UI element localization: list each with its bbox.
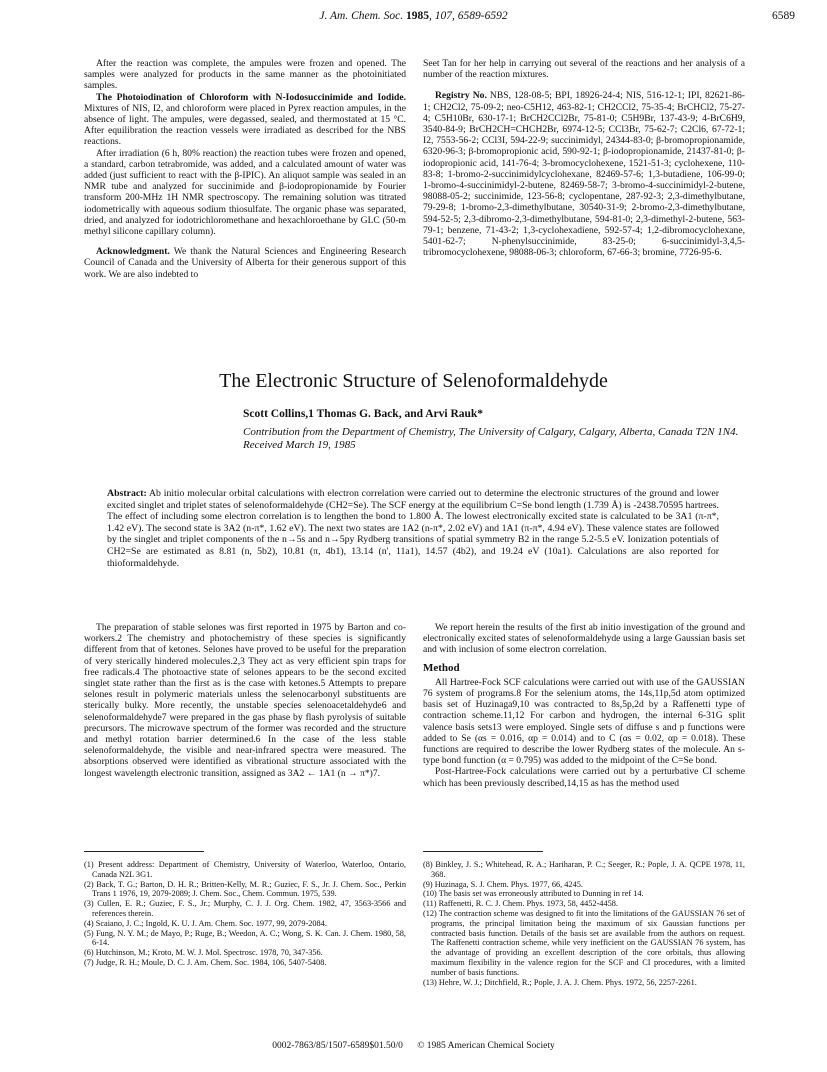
footnote: (10) The basis set was erroneously attributed to Dunning in ref 14. — [423, 889, 644, 899]
paragraph: The Photoiodination of Chloroform with N-Iodosuccinimide and Iodide. Mixtures of NIS, I2, and chloroform were placed in Pyrex reaction ampules, in the absence of light. The ampules, were degassed, sealed, and thermostated at 15 °C. After equilibration the reaction vessels were irradiated as described for the NBS reactions. — [84, 91, 406, 148]
acknowledgment: Acknowledgment. We thank the Natural Sciences and Engineering Research Council of Canada and the University of Alberta for their generous support of this work. We are also indebted to — [84, 246, 406, 280]
copyright: © 1985 American Chemical Society — [417, 1041, 555, 1051]
price-code: 0002-7863/85/1507-6589$01.50/0 — [272, 1041, 403, 1051]
footnote-rule-right — [423, 851, 543, 852]
body-left-column — [84, 622, 406, 779]
paragraph: After the reaction was complete, the ampules were frozen and opened. The samples were analyzed for products in the same manner as the photoinitiated samples. — [84, 58, 406, 92]
intro-paragraph: The preparation of stable selones was first reported in 1975 by Barton and co-workers.2 The chemistry and photochemistry of these species is significantly different from that of ketones. Selones have proved to be useful for the preparation of very sterically hindered molecules.2,3 They act as very efficient spin traps for free radicals.4 The photoactive state of selones appears to be the second excited singlet state rather than the first as is the case with ketones.5 Attempts to prepare selones result in polymeric materials unless the selenocarbonyl substituents are sterically bulky. More recently, the unstable species selenoacetaldehyde6 and selenoformaldehyde7 were prepared in the gas phase by flash pyrolysis of suitable precursors. The microwave spectrum of the former was recorded and the structure and methyl rotation barrier determined.6 In the case of the less stable selenoformaldehyde, the visible and near-infrared spectra were measured. The absorptions observed were identified as vibrational structure associated with the longest wavelength electronic transition, assigned as 3A2 ← 1A1 (n → π*)7. — [84, 622, 406, 779]
footnote: (1) Present address: Department of Chemistry, University of Waterloo, Waterloo, Ontario, Canada N2L 3G1. — [84, 860, 406, 879]
footnote: (11) Raffenetti, R. C. J. Chem. Phys. 1973, 58, 4452-4458. — [423, 899, 618, 909]
footnotes-left — [84, 860, 406, 968]
footnote-rule-left — [84, 851, 204, 852]
article-title: The Electronic Structure of Selenoformaldehyde — [219, 370, 608, 392]
journal-citation: J. Am. Chem. Soc. 1985, 107, 6589-6592 — [319, 10, 508, 22]
affiliation: Contribution from the Department of Chemistry, The University of Calgary, Calgary, Alberta, Canada T2N 1N4. Received March 19, 1985 — [243, 426, 739, 451]
body-right-column — [423, 622, 745, 789]
intro-paragraph: We report herein the results of the first ab initio investigation of the ground and electronically excited states of selenoformaldehyde using a large Gaussian basis set and with inclusion of some electron correlation. — [423, 622, 745, 656]
footnote: (9) Huzinaga, S. J. Chem. Phys. 1977, 66, 4245. — [423, 879, 583, 889]
previous-article-right-column — [423, 58, 745, 258]
page-number: 6589 — [772, 10, 795, 22]
footnote: (2) Back, T. G.; Barton, D. H. R.; Britten-Kelly, M. R.; Guziec, F. S., Jr. J. Chem. Soc., Perkin Trans 1 1976, 19, 2079-2089; J. Chem. Soc., Chem. Commun. 1975, 539. — [84, 879, 406, 899]
footnote: (7) Judge, R. H.; Moule, D. C. J. Am. Chem. Soc. 1984, 106, 5407-5408. — [84, 957, 327, 967]
method-paragraph: All Hartree-Fock SCF calculations were carried out with use of the GAUSSIAN 76 system of programs.8 For the selenium atoms, the 14s,11p,5d atom optimized basis set of Huzinaga9,10 was contracted to 8s,5p,2d by a Raffenetti type of contraction scheme.11,12 For carbon and hydrogen, the internal 6-31G split valence basis sets13 were employed. Single sets of diffuse s and p functions were added to Se (αs = 0.016, αp = 0.014) and to C (αs = 0.02, αp = 0.018). These functions are required to describe the lower Rydberg states of the molecule. An s-type bond function (α = 0.795) was added to the midpoint of the C=Se bond. — [423, 676, 745, 767]
footnote: (8) Binkley, J. S.; Whitehead, R. A.; Hariharan, P. C.; Seeger, R.; Pople, J. A. QCPE 1978, 11, 368. — [423, 860, 745, 879]
footnotes-right — [423, 860, 745, 987]
section-heading-method: Method — [423, 661, 460, 674]
footnote: (5) Fung, N. Y. M.; de Mayo, P.; Ruge, B.; Weedon, A. C.; Wong, S. K. Can. J. Chem. 1980, 58, 6-14. — [84, 928, 406, 948]
method-paragraph: Post-Hartree-Fock calculations were carried out by a perturbative CI scheme which has been previously described,14,15 as has the method used — [423, 766, 745, 789]
authors: Scott Collins,1 Thomas G. Back, and Arvi Rauk* — [243, 408, 484, 420]
paragraph: After irradiation (6 h, 80% reaction) the reaction tubes were frozen and opened, a standard, carbon tetrabromide, was added, and a calculated amount of water was added (just sufficient to react with the β-IPIC). An aliquot sample was sealed in an NMR tube and analyzed for succinimide and β-iodopropionamide by Fourier transform 200-MHz 1H NMR spectroscopy. The remaining solution was titrated iodometrically with aqueous sodium thiosulfate. The organic phase was separated, dried, and analyzed for iodotrichloromethane and hexachloroethane by GLC (50-m methyl silicone capillary column). — [84, 147, 406, 238]
footnote: (13) Hehre, W. J.; Ditchfield, R.; Pople, J. A. J. Chem. Phys. 1972, 56, 2257-2261. — [423, 977, 697, 987]
footnote: (3) Cullen, E. R.; Guziec, F. S., Jr.; Murphy, C. J. J. Org. Chem. 1982, 47, 3563-3566 and references therein. — [84, 899, 406, 918]
running-header — [0, 10, 827, 28]
registry-numbers: Registry No. NBS, 128-08-5; BPI, 18926-24-4; NIS, 516-12-1; IPI, 82621-86-1; CH2Cl2, 75-09-2; neo-C5H12, 463-82-1; CH2CCl2, 75-35-4; BrCHCl2, 75-27-4; C5H10Br, 630-17-1; BrCH2CCl2Br, 75-81-0; C5H9Br, 137-43-9; 4-BrC6H9, 3540-84-9; BrCH2CH=CHCH2Br, 6974-12-5; CCl3Br, 75-62-7; C2Cl6, 67-72-1; I2, 7553-56-2; CCl3I, 594-22-9; succinimidyl, 24344-83-0; β-bromopropionamide, 6320-96-3; β-bromopropionic acid, 590-92-1; β-iodopropionamide, 21437-81-0; β-iodopropionic acid, 141-76-4; 3-bromocyclohexene, 1521-51-3; cyclohexene, 110-83-8; 1-bromo-2-succinimidylcyclohexane, 82469-57-6; 1,3-butadiene, 106-99-0; 1-bromo-4-succinimidyl-2-butene, 82469-58-7; 3-bromo-4-succinimidyl-2-butene, 98088-05-2; succinimide, 123-56-8; cyclopentane, 287-92-3; 2,3-dimethylbutane, 79-29-8; 1-bromo-2,3-dimethylbutane, 30540-31-9; 2-bromo-2,3-dimethylbutane, 594-52-5; 2,3-dibromo-2,3-dimethylbutane, 594-81-0; 2,3-dimethyl-2-butene, 563-79-1; benzene, 71-43-2; 1,3-cyclohexadiene, 592-57-4; 1,2-dibromocyclohexane, 5401-62-7; N-phenylsuccinimide, 83-25-0; 6-succinimidyl-3,4,5-tribromocyclohexene, 98088-06-3; chloroform, 67-66-3; bromine, 7726-95-6. — [423, 90, 745, 259]
footnote: (6) Hutchinson, M.; Kroto, M. W. J. Mol. Spectrosc. 1978, 70, 347-356. — [84, 948, 323, 958]
footnote: (12) The contraction scheme was designed to fit into the limitations of the GAUSSIAN 76 set of programs, the principal limitation being the maximum of six Gaussian functions per contracted basis function. Details of the basis set are available from the authors on request. The Raffenetti contraction scheme, while very inefficient on the GAUSSIAN 76 system, has the advantage of providing an excellent description of the core orbitals, thus allowing maximum flexibility in the valence region for the SCF and CI procedures, with a limited number of basis functions. — [423, 908, 745, 977]
previous-article-left-column — [84, 58, 406, 280]
footnote: (4) Scaiano, J. C.; Ingold, K. U. J. Am. Chem. Soc. 1977, 99, 2079-2084. — [84, 918, 327, 928]
page-footer — [0, 1041, 827, 1051]
abstract: Abstract: Ab initio molecular orbital calculations with electron correlation were carried out to determine the electronic structures of the ground and lower excited singlet and triplet states of selenoformaldehyde (CH2=Se). The SCF energy at the equilibrium C=Se bond length (1.739 Å) is -2438.70595 hartrees. The effect of including some electron correlation is to lengthen the bond to 1.800 Å. The lowest electronically excited state is calculated to be 3A1 (π-π*, 1.42 eV). The second state is 3A2 (n-π*, 1.62 eV). The next two states are 1A2 (n-π*, 2.02 eV) and 1A1 (π-π*, 4.94 eV). These valence states are followed by the singlet and triplet components of the n→5s and n→5py Rydberg transitions of spatial symmetry B2 in the range 5.2-5.5 eV. Ionization potentials of CH2=Se are estimated as 8.81 (n, 5b2), 10.81 (π, 4b1), 13.14 (n', 11a1), 14.57 (4b2), and 19.24 eV (10a1). Calculations are also reported for thioformaldehyde. — [107, 488, 719, 569]
paragraph: Seet Tan for her help in carrying out several of the reactions and her analysis of a number of the reaction mixtures. — [423, 58, 745, 81]
